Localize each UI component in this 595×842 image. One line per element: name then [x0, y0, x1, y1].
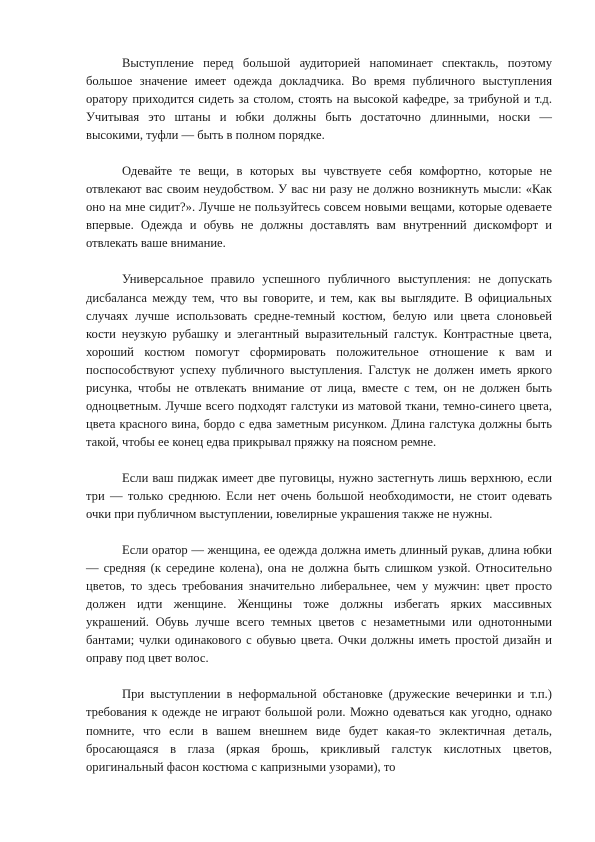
document-body — [86, 54, 552, 776]
paragraph-4: Если ваш пиджак имеет две пуговицы, нужно застегнуть лишь верхнюю, если три — только среднюю. Если нет очень большой необходимости, не стоит одевать очки при публичном выступлении, ювелирные украшения также не нужны. — [86, 470, 552, 522]
paragraph-5: Если оратор — женщина, ее одежда должна иметь длинный рукав, длина юбки — средняя (к середине колена), она не должна быть слишком узкой. Относительно цветов, то здесь требования значительно либеральнее, чем у мужчин: цвет просто должен идти женщине. Женщины тоже должны избегать ярких массивных украшений. Обувь лучше всего темных цветов с незаметными или однотонными бантами; чулки одинакового с обувью цвета. Очки должны иметь простой дизайн и оправу под цвет волос. — [86, 543, 552, 666]
paragraph-6: При выступлении в неформальной обстановке (дружеские вечеринки и т.п.) требования к одежде не играют большой роли. Можно одеваться как угодно, однако помните, что если в вашем внешнем виде будет какая-то эклектичная деталь, бросающаяся в глаза (яркая брошь, крикливый галстук кислотных цветов, оригинальный фасон костюма с капризными узорами), то — [86, 687, 552, 774]
paragraph-1: Выступление перед большой аудиторией напоминает спектакль, поэтому большое значение имеет одежда докладчика. Во время публичного выступления оратору приходится сидеть за столом, стоять на высокой кафедре, за трибуной и т.д. Учитывая это штаны и юбки должны быть достаточно длинными, носки — высокими, туфли — быть в полном порядке. — [86, 56, 552, 143]
paragraph-3: Универсальное правило успешного публичного выступления: не допускать дисбаланса между тем, что вы говорите, и тем, как вы выглядите. В официальных случаях лучше использовать средне-темный костюм, белую или цвета слоновьей кости неузкую рубашку и элегантный выразительный галстук. Контрастные цвета, хороший костюм помогут сформировать положительное отношение к вам и поспособствуют успеху публичного выступления. Галстук не должен иметь яркого рисунка, чтобы не отвлекать внимание от лица, вместе с тем, он не должен быть одноцветным. Лучше всего подходят галстуки из матовой ткани, темно-синего цвета, цвета красного вина, бордо с едва заметным рисунком. Длина галстука должны быть такой, чтобы ее конец едва прикрывал пряжку на поясном ремне. — [86, 272, 552, 449]
paragraph-2: Одевайте те вещи, в которых вы чувствуете себя комфортно, которые не отвлекают вас своим неудобством. У вас ни разу не должно возникнуть мысли: «Как оно на мне сидит?». Лучше не пользуйтесь совсем новыми вещами, которые одеваете впервые. Одежда и обувь не должны доставлять вам внутренний дискомфорт и отвлекать ваше внимание. — [86, 164, 552, 251]
